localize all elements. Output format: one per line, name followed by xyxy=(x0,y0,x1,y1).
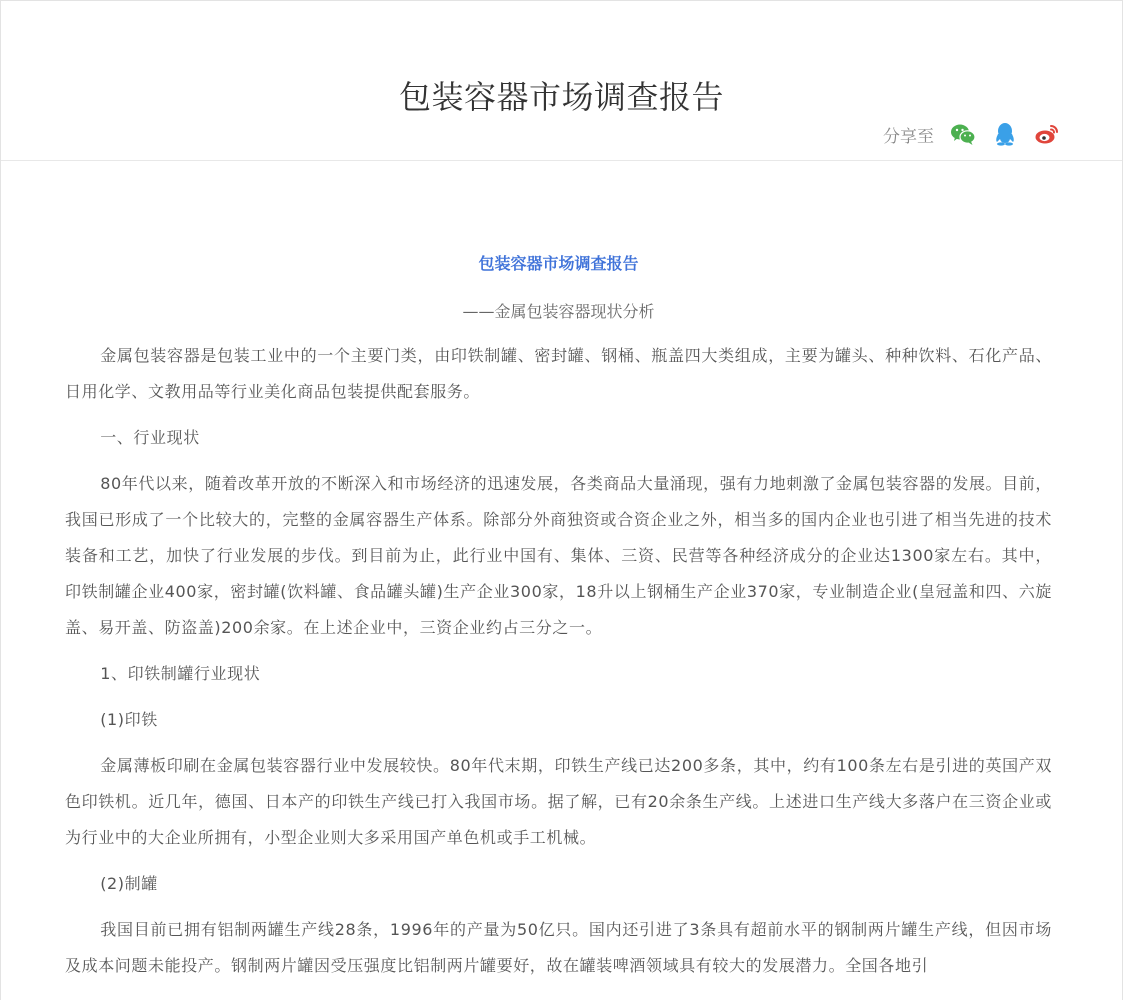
paragraph: 金属薄板印刷在金属包装容器行业中发展较快。80年代末期，印铁生产线已达200多条，其中，约有100条左右是引进的英国产双色印铁机。近几年，德国、日本产的印铁生产线已打入我国市场。据了解，已有20余条生产线。上述进口生产线大多落户在三资企业或为行业中的大企业所拥有，小型企业则大多采用国产单色机或手工机械。 xyxy=(65,756,1052,847)
paragraph: 金属包装容器是包装工业中的一个主要门类，由印铁制罐、密封罐、钢桶、瓶盖四大类组成，主要为罐头、种种饮料、石化产品、日用化学、文教用品等行业美化商品包装提供配套服务。 xyxy=(65,346,1052,401)
share-label: 分享至 xyxy=(883,126,934,147)
qq-icon[interactable] xyxy=(992,121,1018,147)
article-subtitle: ——金属包装容器现状分析 xyxy=(462,302,655,321)
weibo-icon[interactable] xyxy=(1034,121,1060,147)
page-title: 包装容器市场调查报告 xyxy=(398,78,724,117)
article-body xyxy=(65,246,1052,994)
subsection-heading: (1)印铁 xyxy=(100,710,158,729)
subsection-heading: (2)制罐 xyxy=(100,874,158,893)
wechat-icon[interactable] xyxy=(950,121,976,147)
subsection-heading: 1、印铁制罐行业现状 xyxy=(100,664,261,683)
article-title: 包装容器市场调查报告 xyxy=(478,254,639,273)
page-header xyxy=(1,1,1122,161)
share-bar xyxy=(883,121,1060,147)
paragraph: 80年代以来，随着改革开放的不断深入和市场经济的迅速发展，各类商品大量涌现，强有力地刺激了金属包装容器的发展。目前，我国已形成了一个比较大的，完整的金属容器生产体系。除部分外商独资或合资企业之外，相当多的国内企业也引进了相当先进的技术装备和工艺，加快了行业发展的步伐。到目前为止，此行业中国有、集体、三资、民营等各种经济成分的企业达1300家左右。其中，印铁制罐企业400家，密封罐(饮料罐、食品罐头罐)生产企业300家，18升以上钢桶生产企业370家，专业制造企业(皇冠盖和四、六旋盖、易开盖、防盗盖)200余家。在上述企业中，三资企业约占三分之一。 xyxy=(65,474,1052,637)
paragraph: 我国目前已拥有铝制两罐生产线28条，1996年的产量为50亿只。国内还引进了3条具有超前水平的钢制两片罐生产线，但因市场及成本问题未能投产。钢制两片罐因受压强度比铝制两片罐要好，故在罐装啤酒领域具有较大的发展潜力。全国各地引 xyxy=(65,920,1052,975)
section-heading: 一、行业现状 xyxy=(100,428,200,447)
